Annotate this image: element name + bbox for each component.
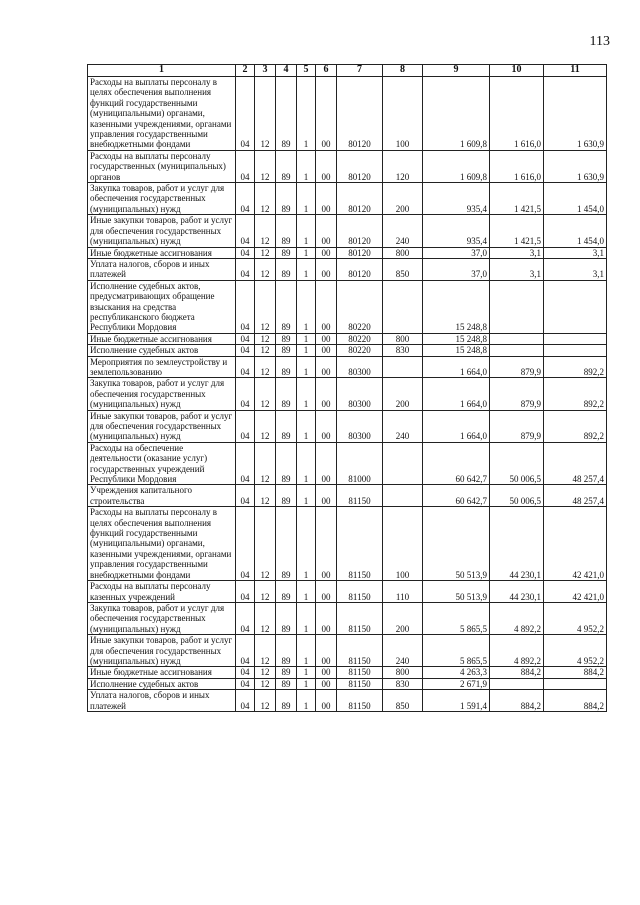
cell-c5: 1 bbox=[297, 280, 316, 333]
cell-c7: 81150 bbox=[337, 485, 383, 507]
cell-c6: 00 bbox=[316, 356, 337, 378]
column-header: 7 bbox=[337, 65, 383, 77]
table-row bbox=[88, 485, 607, 507]
cell-c9: 15 248,8 bbox=[423, 345, 490, 356]
cell-c5: 1 bbox=[297, 690, 316, 712]
cell-c11: 48 257,4 bbox=[544, 442, 607, 485]
cell-c5: 1 bbox=[297, 635, 316, 667]
cell-c5: 1 bbox=[297, 345, 316, 356]
row-name-cell: Уплата налогов, сборов и иных платежей bbox=[88, 258, 236, 280]
cell-c8: 800 bbox=[383, 247, 423, 258]
cell-c8: 830 bbox=[383, 678, 423, 689]
cell-c3: 12 bbox=[255, 215, 276, 247]
column-header: 8 bbox=[383, 65, 423, 77]
row-name-cell: Мероприятия по землеустройству и землепользованию bbox=[88, 356, 236, 378]
column-header: 1 bbox=[88, 65, 236, 77]
cell-c10: 1 616,0 bbox=[490, 150, 544, 182]
cell-c11: 3,1 bbox=[544, 247, 607, 258]
cell-c8: 830 bbox=[383, 345, 423, 356]
cell-c5: 1 bbox=[297, 333, 316, 344]
cell-c11 bbox=[544, 345, 607, 356]
cell-c5: 1 bbox=[297, 258, 316, 280]
cell-c9: 50 513,9 bbox=[423, 581, 490, 603]
cell-c7: 80120 bbox=[337, 150, 383, 182]
column-header: 6 bbox=[316, 65, 337, 77]
cell-c9: 1 591,4 bbox=[423, 690, 490, 712]
cell-c11: 42 421,0 bbox=[544, 581, 607, 603]
cell-c5: 1 bbox=[297, 183, 316, 215]
cell-c2: 04 bbox=[236, 667, 255, 678]
cell-c9: 1 664,0 bbox=[423, 410, 490, 442]
cell-c5: 1 bbox=[297, 215, 316, 247]
cell-c9: 1 609,8 bbox=[423, 150, 490, 182]
cell-c3: 12 bbox=[255, 150, 276, 182]
cell-c3: 12 bbox=[255, 581, 276, 603]
cell-c8: 200 bbox=[383, 602, 423, 634]
cell-c10: 879,9 bbox=[490, 378, 544, 410]
cell-c8: 800 bbox=[383, 667, 423, 678]
table-row bbox=[88, 442, 607, 485]
cell-c3: 12 bbox=[255, 345, 276, 356]
cell-c4: 89 bbox=[276, 581, 297, 603]
cell-c10 bbox=[490, 280, 544, 333]
cell-c8 bbox=[383, 280, 423, 333]
cell-c8: 110 bbox=[383, 581, 423, 603]
row-name-cell: Расходы на выплаты персоналу в целях обеспечения выполнения функций государственными (муниципальными) органами, казенными учреждениями, органами управления государственными внебюджетными фондами bbox=[88, 507, 236, 581]
cell-c7: 81000 bbox=[337, 442, 383, 485]
table-row bbox=[88, 77, 607, 151]
cell-c4: 89 bbox=[276, 667, 297, 678]
row-name-cell: Иные бюджетные ассигнования bbox=[88, 333, 236, 344]
budget-table bbox=[87, 64, 607, 712]
cell-c7: 81150 bbox=[337, 678, 383, 689]
cell-c8: 850 bbox=[383, 258, 423, 280]
cell-c2: 04 bbox=[236, 247, 255, 258]
table-row bbox=[88, 581, 607, 603]
cell-c3: 12 bbox=[255, 77, 276, 151]
cell-c3: 12 bbox=[255, 635, 276, 667]
table-row bbox=[88, 667, 607, 678]
cell-c3: 12 bbox=[255, 356, 276, 378]
table-row bbox=[88, 507, 607, 581]
cell-c7: 80220 bbox=[337, 280, 383, 333]
cell-c9: 37,0 bbox=[423, 247, 490, 258]
cell-c9: 5 865,5 bbox=[423, 635, 490, 667]
header-row bbox=[88, 65, 607, 77]
cell-c4: 89 bbox=[276, 507, 297, 581]
cell-c8: 240 bbox=[383, 410, 423, 442]
cell-c9: 1 609,8 bbox=[423, 77, 490, 151]
cell-c6: 00 bbox=[316, 690, 337, 712]
cell-c4: 89 bbox=[276, 333, 297, 344]
cell-c10: 879,9 bbox=[490, 356, 544, 378]
cell-c10: 884,2 bbox=[490, 690, 544, 712]
cell-c7: 80120 bbox=[337, 258, 383, 280]
cell-c10 bbox=[490, 333, 544, 344]
cell-c2: 04 bbox=[236, 690, 255, 712]
cell-c10 bbox=[490, 345, 544, 356]
cell-c4: 89 bbox=[276, 356, 297, 378]
cell-c4: 89 bbox=[276, 345, 297, 356]
cell-c3: 12 bbox=[255, 183, 276, 215]
cell-c7: 81150 bbox=[337, 690, 383, 712]
cell-c5: 1 bbox=[297, 247, 316, 258]
table-row bbox=[88, 215, 607, 247]
table-row bbox=[88, 345, 607, 356]
row-name-cell: Исполнение судебных актов, предусматривающих обращение взыскания на средства республиканского бюджета Республики Мордовия bbox=[88, 280, 236, 333]
cell-c7: 80300 bbox=[337, 410, 383, 442]
cell-c2: 04 bbox=[236, 150, 255, 182]
cell-c3: 12 bbox=[255, 247, 276, 258]
table-row bbox=[88, 333, 607, 344]
cell-c11: 1 630,9 bbox=[544, 150, 607, 182]
table-row bbox=[88, 602, 607, 634]
cell-c5: 1 bbox=[297, 410, 316, 442]
row-name-cell: Иные бюджетные ассигнования bbox=[88, 247, 236, 258]
table-row bbox=[88, 410, 607, 442]
cell-c6: 00 bbox=[316, 280, 337, 333]
cell-c10: 44 230,1 bbox=[490, 581, 544, 603]
cell-c7: 81150 bbox=[337, 602, 383, 634]
cell-c2: 04 bbox=[236, 333, 255, 344]
cell-c3: 12 bbox=[255, 442, 276, 485]
cell-c3: 12 bbox=[255, 280, 276, 333]
cell-c8 bbox=[383, 356, 423, 378]
row-name-cell: Иные закупки товаров, работ и услуг для обеспечения государственных (муниципальных) нужд bbox=[88, 410, 236, 442]
cell-c6: 00 bbox=[316, 247, 337, 258]
row-name-cell: Исполнение судебных актов bbox=[88, 345, 236, 356]
cell-c11: 4 952,2 bbox=[544, 602, 607, 634]
table-row bbox=[88, 356, 607, 378]
cell-c10: 1 616,0 bbox=[490, 77, 544, 151]
cell-c5: 1 bbox=[297, 485, 316, 507]
cell-c2: 04 bbox=[236, 410, 255, 442]
cell-c2: 04 bbox=[236, 602, 255, 634]
cell-c3: 12 bbox=[255, 485, 276, 507]
cell-c8: 850 bbox=[383, 690, 423, 712]
cell-c10: 50 006,5 bbox=[490, 485, 544, 507]
cell-c6: 00 bbox=[316, 333, 337, 344]
cell-c10: 4 892,2 bbox=[490, 635, 544, 667]
cell-c6: 00 bbox=[316, 410, 337, 442]
cell-c10: 44 230,1 bbox=[490, 507, 544, 581]
cell-c10 bbox=[490, 678, 544, 689]
cell-c7: 81150 bbox=[337, 667, 383, 678]
cell-c8 bbox=[383, 442, 423, 485]
cell-c6: 00 bbox=[316, 345, 337, 356]
cell-c11: 48 257,4 bbox=[544, 485, 607, 507]
cell-c2: 04 bbox=[236, 183, 255, 215]
row-name-cell: Расходы на выплаты персоналу государственных (муниципальных) органов bbox=[88, 150, 236, 182]
cell-c11 bbox=[544, 280, 607, 333]
cell-c2: 04 bbox=[236, 678, 255, 689]
cell-c6: 00 bbox=[316, 378, 337, 410]
cell-c5: 1 bbox=[297, 581, 316, 603]
row-name-cell: Расходы на обеспечение деятельности (оказание услуг) государственных учреждений Республики Мордовия bbox=[88, 442, 236, 485]
cell-c6: 00 bbox=[316, 442, 337, 485]
cell-c3: 12 bbox=[255, 410, 276, 442]
cell-c10: 1 421,5 bbox=[490, 183, 544, 215]
cell-c6: 00 bbox=[316, 678, 337, 689]
row-name-cell: Закупка товаров, работ и услуг для обеспечения государственных (муниципальных) нужд bbox=[88, 183, 236, 215]
cell-c3: 12 bbox=[255, 507, 276, 581]
cell-c9: 1 664,0 bbox=[423, 356, 490, 378]
cell-c4: 89 bbox=[276, 280, 297, 333]
cell-c5: 1 bbox=[297, 678, 316, 689]
cell-c11: 4 952,2 bbox=[544, 635, 607, 667]
cell-c11: 1 454,0 bbox=[544, 215, 607, 247]
cell-c8 bbox=[383, 485, 423, 507]
cell-c2: 04 bbox=[236, 442, 255, 485]
column-header: 3 bbox=[255, 65, 276, 77]
cell-c8: 240 bbox=[383, 215, 423, 247]
cell-c2: 04 bbox=[236, 378, 255, 410]
cell-c10: 884,2 bbox=[490, 667, 544, 678]
cell-c9: 37,0 bbox=[423, 258, 490, 280]
cell-c7: 80220 bbox=[337, 333, 383, 344]
cell-c9: 60 642,7 bbox=[423, 442, 490, 485]
cell-c11: 1 454,0 bbox=[544, 183, 607, 215]
table-row bbox=[88, 678, 607, 689]
cell-c4: 89 bbox=[276, 678, 297, 689]
cell-c11 bbox=[544, 333, 607, 344]
table-row bbox=[88, 690, 607, 712]
table-row bbox=[88, 183, 607, 215]
cell-c5: 1 bbox=[297, 602, 316, 634]
cell-c6: 00 bbox=[316, 77, 337, 151]
cell-c5: 1 bbox=[297, 442, 316, 485]
table-body bbox=[88, 77, 607, 712]
cell-c9: 50 513,9 bbox=[423, 507, 490, 581]
cell-c4: 89 bbox=[276, 602, 297, 634]
cell-c3: 12 bbox=[255, 602, 276, 634]
cell-c5: 1 bbox=[297, 667, 316, 678]
row-name-cell: Закупка товаров, работ и услуг для обеспечения государственных (муниципальных) нужд bbox=[88, 602, 236, 634]
cell-c2: 04 bbox=[236, 280, 255, 333]
cell-c3: 12 bbox=[255, 378, 276, 410]
cell-c8: 200 bbox=[383, 378, 423, 410]
cell-c9: 935,4 bbox=[423, 215, 490, 247]
column-header: 4 bbox=[276, 65, 297, 77]
cell-c11 bbox=[544, 678, 607, 689]
cell-c11: 892,2 bbox=[544, 356, 607, 378]
cell-c9: 5 865,5 bbox=[423, 602, 490, 634]
cell-c4: 89 bbox=[276, 442, 297, 485]
cell-c4: 89 bbox=[276, 485, 297, 507]
cell-c7: 80220 bbox=[337, 345, 383, 356]
cell-c3: 12 bbox=[255, 690, 276, 712]
table-row bbox=[88, 280, 607, 333]
cell-c10: 879,9 bbox=[490, 410, 544, 442]
cell-c11: 1 630,9 bbox=[544, 77, 607, 151]
cell-c6: 00 bbox=[316, 667, 337, 678]
cell-c6: 00 bbox=[316, 485, 337, 507]
cell-c7: 81150 bbox=[337, 635, 383, 667]
row-name-cell: Иные закупки товаров, работ и услуг для обеспечения государственных (муниципальных) нужд bbox=[88, 215, 236, 247]
cell-c7: 80300 bbox=[337, 378, 383, 410]
cell-c9: 60 642,7 bbox=[423, 485, 490, 507]
row-name-cell: Учреждения капитального строительства bbox=[88, 485, 236, 507]
table-row bbox=[88, 150, 607, 182]
cell-c6: 00 bbox=[316, 215, 337, 247]
column-header: 11 bbox=[544, 65, 607, 77]
cell-c5: 1 bbox=[297, 150, 316, 182]
cell-c5: 1 bbox=[297, 77, 316, 151]
cell-c7: 80300 bbox=[337, 356, 383, 378]
page-number: 113 bbox=[589, 34, 610, 49]
cell-c6: 00 bbox=[316, 635, 337, 667]
cell-c3: 12 bbox=[255, 667, 276, 678]
cell-c6: 00 bbox=[316, 507, 337, 581]
row-name-cell: Исполнение судебных актов bbox=[88, 678, 236, 689]
cell-c8: 240 bbox=[383, 635, 423, 667]
cell-c10: 4 892,2 bbox=[490, 602, 544, 634]
cell-c11: 892,2 bbox=[544, 410, 607, 442]
cell-c3: 12 bbox=[255, 258, 276, 280]
cell-c2: 04 bbox=[236, 507, 255, 581]
cell-c2: 04 bbox=[236, 356, 255, 378]
cell-c4: 89 bbox=[276, 215, 297, 247]
cell-c3: 12 bbox=[255, 333, 276, 344]
cell-c4: 89 bbox=[276, 150, 297, 182]
cell-c3: 12 bbox=[255, 678, 276, 689]
cell-c4: 89 bbox=[276, 247, 297, 258]
cell-c11: 3,1 bbox=[544, 258, 607, 280]
cell-c6: 00 bbox=[316, 150, 337, 182]
cell-c5: 1 bbox=[297, 356, 316, 378]
cell-c10: 1 421,5 bbox=[490, 215, 544, 247]
column-header: 10 bbox=[490, 65, 544, 77]
cell-c5: 1 bbox=[297, 378, 316, 410]
cell-c6: 00 bbox=[316, 602, 337, 634]
cell-c7: 81150 bbox=[337, 581, 383, 603]
cell-c6: 00 bbox=[316, 183, 337, 215]
column-header: 5 bbox=[297, 65, 316, 77]
table-row bbox=[88, 258, 607, 280]
column-header: 2 bbox=[236, 65, 255, 77]
cell-c5: 1 bbox=[297, 507, 316, 581]
cell-c2: 04 bbox=[236, 485, 255, 507]
cell-c11: 42 421,0 bbox=[544, 507, 607, 581]
cell-c9: 15 248,8 bbox=[423, 280, 490, 333]
row-name-cell: Уплата налогов, сборов и иных платежей bbox=[88, 690, 236, 712]
row-name-cell: Расходы на выплаты персоналу казенных учреждений bbox=[88, 581, 236, 603]
cell-c8: 200 bbox=[383, 183, 423, 215]
row-name-cell: Закупка товаров, работ и услуг для обеспечения государственных (муниципальных) нужд bbox=[88, 378, 236, 410]
row-name-cell: Иные закупки товаров, работ и услуг для обеспечения государственных (муниципальных) нужд bbox=[88, 635, 236, 667]
cell-c8: 800 bbox=[383, 333, 423, 344]
cell-c8: 100 bbox=[383, 77, 423, 151]
row-name-cell: Расходы на выплаты персоналу в целях обеспечения выполнения функций государственными (муниципальными) органами, казенными учреждениями, органами управления государственными внебюджетными фондами bbox=[88, 77, 236, 151]
cell-c10: 50 006,5 bbox=[490, 442, 544, 485]
cell-c8: 120 bbox=[383, 150, 423, 182]
cell-c11: 892,2 bbox=[544, 378, 607, 410]
cell-c9: 4 263,3 bbox=[423, 667, 490, 678]
cell-c8: 100 bbox=[383, 507, 423, 581]
table-row bbox=[88, 247, 607, 258]
cell-c2: 04 bbox=[236, 77, 255, 151]
cell-c9: 935,4 bbox=[423, 183, 490, 215]
cell-c2: 04 bbox=[236, 345, 255, 356]
cell-c2: 04 bbox=[236, 258, 255, 280]
cell-c4: 89 bbox=[276, 183, 297, 215]
cell-c2: 04 bbox=[236, 635, 255, 667]
cell-c11: 884,2 bbox=[544, 667, 607, 678]
cell-c6: 00 bbox=[316, 581, 337, 603]
table-row bbox=[88, 378, 607, 410]
cell-c9: 15 248,8 bbox=[423, 333, 490, 344]
row-name-cell: Иные бюджетные ассигнования bbox=[88, 667, 236, 678]
cell-c9: 1 664,0 bbox=[423, 378, 490, 410]
cell-c4: 89 bbox=[276, 410, 297, 442]
cell-c9: 2 671,9 bbox=[423, 678, 490, 689]
cell-c4: 89 bbox=[276, 258, 297, 280]
table-row bbox=[88, 635, 607, 667]
cell-c7: 80120 bbox=[337, 77, 383, 151]
cell-c4: 89 bbox=[276, 77, 297, 151]
cell-c7: 80120 bbox=[337, 247, 383, 258]
cell-c11: 884,2 bbox=[544, 690, 607, 712]
cell-c6: 00 bbox=[316, 258, 337, 280]
cell-c4: 89 bbox=[276, 378, 297, 410]
cell-c7: 80120 bbox=[337, 183, 383, 215]
column-header: 9 bbox=[423, 65, 490, 77]
cell-c7: 81150 bbox=[337, 507, 383, 581]
cell-c2: 04 bbox=[236, 215, 255, 247]
cell-c2: 04 bbox=[236, 581, 255, 603]
cell-c7: 80120 bbox=[337, 215, 383, 247]
cell-c10: 3,1 bbox=[490, 258, 544, 280]
cell-c4: 89 bbox=[276, 635, 297, 667]
cell-c10: 3,1 bbox=[490, 247, 544, 258]
cell-c4: 89 bbox=[276, 690, 297, 712]
